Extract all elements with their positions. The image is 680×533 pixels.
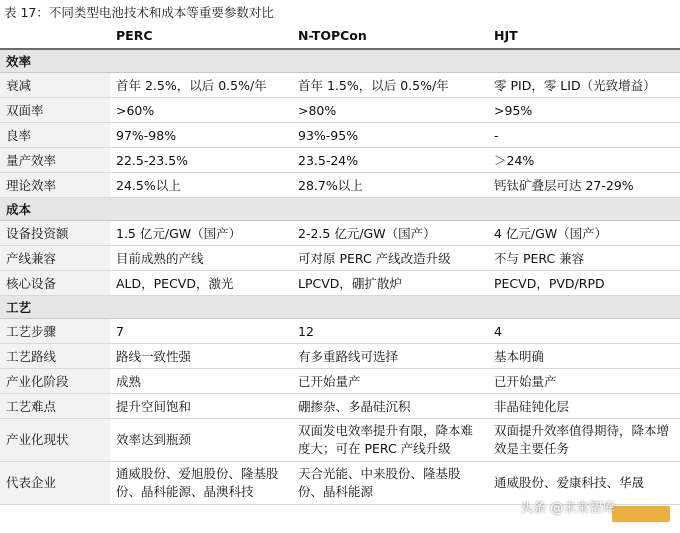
table-cell: 可对原 PERC 产线改造升级 (292, 246, 488, 271)
table-cell: - (488, 123, 680, 148)
table-body (0, 49, 680, 505)
table-cell: LPCVD，硼扩散炉 (292, 271, 488, 296)
table-cell: 28.7%以上 (292, 173, 488, 198)
table-row (0, 173, 680, 198)
table-cell: 2-2.5 亿元/GW（国产） (292, 221, 488, 246)
table-cell: 93%-95% (292, 123, 488, 148)
table-cell: 成熟 (110, 369, 292, 394)
row-label: 设备投资额 (0, 221, 110, 246)
table-row (0, 271, 680, 296)
table-cell: 已开始量产 (292, 369, 488, 394)
table-cell: 首年 1.5%，以后 0.5%/年 (292, 73, 488, 98)
table-row (0, 73, 680, 98)
table-cell: 首年 2.5%，以后 0.5%/年 (110, 73, 292, 98)
table-cell: 硼掺杂、多晶硅沉积 (292, 394, 488, 419)
table-row (0, 419, 680, 462)
table-row (0, 319, 680, 344)
table-row (0, 369, 680, 394)
row-label: 工艺步骤 (0, 319, 110, 344)
table-cell: 零 PID，零 LID（光致增益） (488, 73, 680, 98)
table-cell: 双面提升效率值得期待，降本增效是主要任务 (488, 419, 680, 462)
table-row (0, 344, 680, 369)
table-cell: ＞24% (488, 148, 680, 173)
table-cell: 目前成熟的产线 (110, 246, 292, 271)
table-cell: 有多重路线可选择 (292, 344, 488, 369)
table-cell: 97%-98% (110, 123, 292, 148)
table-cell: >80% (292, 98, 488, 123)
section-title: 效率 (0, 49, 680, 73)
header-cell-ntopcon: N-TOPCon (292, 22, 488, 49)
table-cell: >95% (488, 98, 680, 123)
table-cell: 效率达到瓶颈 (110, 419, 292, 462)
table-cell: 通威股份、爱康科技、华晟 (488, 462, 680, 505)
table-cell: 4 亿元/GW（国产） (488, 221, 680, 246)
header-cell-empty (0, 22, 110, 49)
table-cell: 4 (488, 319, 680, 344)
table-row (0, 246, 680, 271)
comparison-table-wrapper (0, 22, 680, 505)
table-cell: 7 (110, 319, 292, 344)
table-row (0, 221, 680, 246)
watermark-logo (612, 506, 670, 522)
table-cell: 1.5 亿元/GW（国产） (110, 221, 292, 246)
row-label: 核心设备 (0, 271, 110, 296)
table-caption: 表 17：不同类型电池技术和成本等重要参数对比 (4, 5, 274, 20)
table-cell: 已开始量产 (488, 369, 680, 394)
table-cell: 天合光能、中来股份、隆基股份、晶科能源 (292, 462, 488, 505)
header-cell-perc: PERC (110, 22, 292, 49)
table-cell: 通威股份、爱旭股份、隆基股份、晶科能源、晶澳科技 (110, 462, 292, 505)
table-cell: 24.5%以上 (110, 173, 292, 198)
table-row (0, 394, 680, 419)
header-cell-hjt: HJT (488, 22, 680, 49)
section-row (0, 198, 680, 221)
table-cell: 钙钛矿叠层可达 27-29% (488, 173, 680, 198)
row-label: 产线兼容 (0, 246, 110, 271)
section-title: 工艺 (0, 296, 680, 319)
table-cell: 双面发电效率提升有限，降本难度大；可在 PERC 产线升级 (292, 419, 488, 462)
table-cell: 提升空间饱和 (110, 394, 292, 419)
comparison-table (0, 22, 680, 505)
table-cell: >60% (110, 98, 292, 123)
table-cell: 12 (292, 319, 488, 344)
row-label: 双面率 (0, 98, 110, 123)
watermark-text: 头条 @未来智库 (520, 501, 616, 516)
table-row (0, 98, 680, 123)
table-cell: ALD，PECVD，激光 (110, 271, 292, 296)
row-label: 工艺路线 (0, 344, 110, 369)
row-label: 良率 (0, 123, 110, 148)
table-row (0, 123, 680, 148)
row-label: 理论效率 (0, 173, 110, 198)
section-title: 成本 (0, 198, 680, 221)
table-row (0, 148, 680, 173)
table-cell: 22.5-23.5% (110, 148, 292, 173)
row-label: 衰减 (0, 73, 110, 98)
table-cell: 基本明确 (488, 344, 680, 369)
table-cell: 不与 PERC 兼容 (488, 246, 680, 271)
section-row (0, 49, 680, 73)
row-label: 工艺难点 (0, 394, 110, 419)
row-label: 量产效率 (0, 148, 110, 173)
row-label: 产业化现状 (0, 419, 110, 462)
section-row (0, 296, 680, 319)
table-cell: 路线一致性强 (110, 344, 292, 369)
row-label: 代表企业 (0, 462, 110, 505)
table-cell: 非晶硅钝化层 (488, 394, 680, 419)
row-label: 产业化阶段 (0, 369, 110, 394)
table-cell: 23.5-24% (292, 148, 488, 173)
table-cell: PECVD，PVD/RPD (488, 271, 680, 296)
header-row (0, 22, 680, 49)
